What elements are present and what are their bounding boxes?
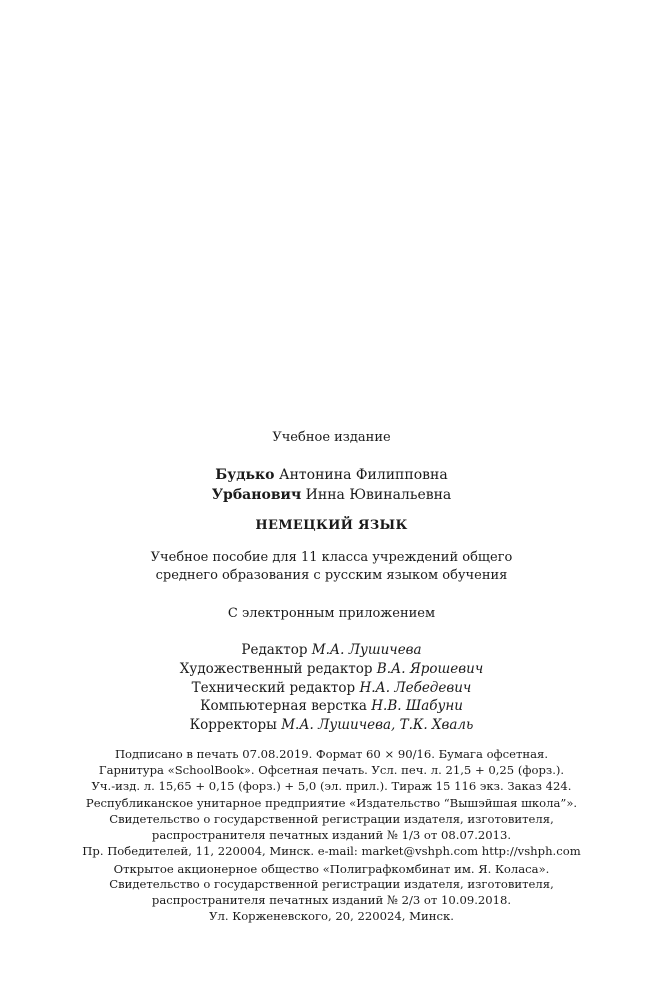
publisher-line: распространителя печатных изданий № 1/3 от 08.07.2013.: [151, 827, 512, 842]
publisher-line: Республиканское унитарное предприятие «Издательство “Вышэйшая школа”».: [85, 796, 578, 811]
publisher-line: Свидетельство о государственной регистрации издателя, изготовителя,: [109, 812, 554, 827]
staff-tech-editor: [0, 679, 663, 698]
staff-role: Технический редактор: [191, 679, 356, 696]
staff-editor: [0, 641, 663, 660]
author-1-given: Антонина Филипповна: [278, 467, 448, 483]
staff-role: Корректоры: [189, 717, 277, 734]
subtitle-line-2: среднего образования с русским языком обучения: [155, 568, 508, 583]
supplement-note: [0, 606, 663, 621]
staff-role: Компьютерная верстка: [200, 698, 367, 715]
staff-credits: [0, 641, 663, 735]
printer-line: Свидетельство о государственной регистрации издателя, изготовителя,: [109, 877, 554, 892]
staff-proofreaders: [0, 716, 663, 735]
print-detail-line: Гарнитура «SchoolBook». Офсетная печать. Усл. печ. л. 21,5 + 0,25 (форз.).: [98, 762, 565, 777]
edition-type-text: Учебное издание: [272, 430, 391, 445]
staff-name: Н.А. Лебедевич: [359, 679, 472, 696]
book-title-text: НЕМЕЦКИЙ ЯЗЫК: [255, 518, 408, 533]
printer-line: распространителя печатных изданий № 2/3 от 10.09.2018.: [151, 893, 512, 908]
authors: [0, 465, 663, 505]
printer-line: Открытое акционерное общество «Полиграфкомбинат им. Я. Коласа».: [113, 861, 550, 876]
publisher-contact: Пр. Победителей, 11, 220004, Минск. e-mail: market@vshph.com http://vshph.com: [82, 843, 581, 858]
imprint: [0, 747, 663, 925]
staff-art-editor: [0, 660, 663, 679]
staff-name: М.А. Лушичева, Т.К. Хваль: [281, 717, 474, 734]
staff-layout: [0, 697, 663, 716]
author-2: [0, 485, 663, 505]
staff-name: В.А. Ярошевич: [376, 660, 484, 677]
author-2-given: Инна Ювинальевна: [305, 487, 452, 503]
staff-name: Н.В. Шабуни: [371, 698, 463, 715]
print-detail-line: Подписано в печать 07.08.2019. Формат 60 × 90/16. Бумага офсетная.: [114, 747, 549, 761]
print-detail-line: Уч.-изд. л. 15,65 + 0,15 (форз.) + 5,0 (эл. прил.). Тираж 15 116 экз. Заказ 424.: [91, 778, 572, 793]
staff-role: Художественный редактор: [179, 660, 373, 677]
subtitle-line-1: Учебное пособие для 11 класса учреждений общего: [150, 550, 513, 565]
staff-role: Редактор: [241, 642, 308, 658]
author-1: [0, 465, 663, 485]
book-title: [0, 518, 663, 533]
staff-name: М.А. Лушичева: [311, 642, 422, 658]
book-subtitle: [0, 549, 663, 585]
author-2-surname: Урбанович: [211, 487, 302, 503]
printer-address: Ул. Корженевского, 20, 220024, Минск.: [209, 908, 454, 923]
author-1-surname: Будько: [215, 467, 275, 483]
supplement-text: С электронным приложением: [227, 606, 436, 621]
edition-type: [0, 430, 663, 445]
